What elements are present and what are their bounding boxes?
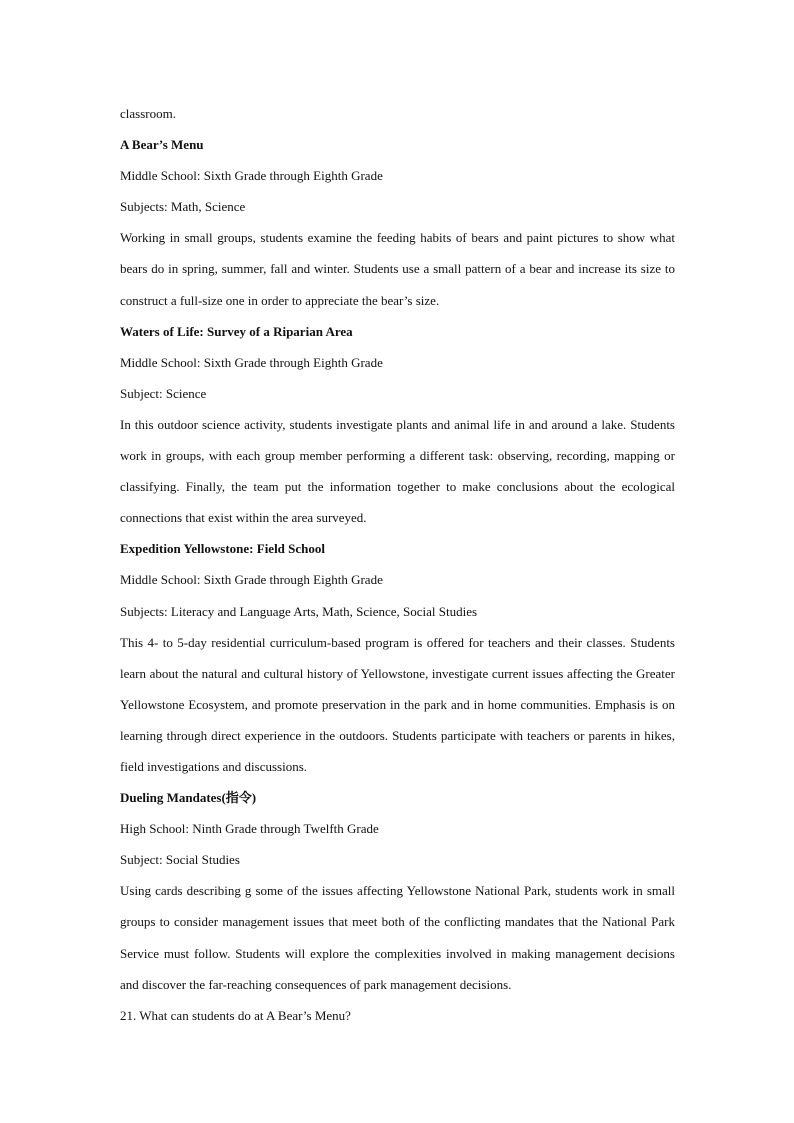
- section-title: Waters of Life: Survey of a Riparian Area: [120, 323, 353, 339]
- section-level: Middle School: Sixth Grade through Eighth Grade: [120, 572, 383, 588]
- question-21: 21. What can students do at A Bear’s Menu?: [120, 1007, 351, 1023]
- section-title: Dueling Mandates(指令): [120, 790, 257, 806]
- section-dueling-mandates: [120, 782, 675, 1000]
- document-page: [120, 98, 675, 1031]
- section-subjects: Subject: Science: [120, 385, 207, 401]
- section-title: Expedition Yellowstone: Field School: [120, 541, 326, 557]
- section-subjects: Subjects: Math, Science: [120, 199, 246, 215]
- section-description: Working in small groups, students examine the feeding habits of bears and paint pictures to show what bears do in spring, summer, fall and winter. Students use a small pattern of a bear and increase its size to construct a full-size one in order to appreciate the bear’s size.: [120, 230, 675, 308]
- section-level: Middle School: Sixth Grade through Eighth Grade: [120, 354, 383, 370]
- section-subjects: Subject: Social Studies: [120, 852, 240, 868]
- intro-tail: classroom.: [120, 106, 176, 121]
- section-subjects: Subjects: Literacy and Language Arts, Math, Science, Social Studies: [120, 603, 478, 619]
- section-description: In this outdoor science activity, students investigate plants and animal life in and around a lake. Students work in groups, with each group member performing a different task: observing, recording, mapping or classifying. Finally, the team put the information together to make conclusions about the ecological connections that exist within the area surveyed.: [120, 416, 675, 526]
- section-title: A Bear’s Menu: [120, 137, 204, 153]
- section-description: Using cards describing g some of the issues affecting Yellowstone National Park, students work in small groups to consider management issues that meet both of the conflicting mandates that the National Park Service must follow. Students will explore the complexities involved in making management decisions and discover the far-reaching consequences of park management decisions.: [120, 883, 675, 992]
- section-waters-of-life: [120, 316, 675, 534]
- section-level: High School: Ninth Grade through Twelfth Grade: [120, 821, 379, 837]
- section-level: Middle School: Sixth Grade through Eighth Grade: [120, 168, 383, 184]
- section-expedition-yellowstone: [120, 533, 675, 782]
- section-bears-menu: [120, 129, 675, 316]
- section-description: This 4- to 5-day residential curriculum-based program is offered for teachers and their classes. Students learn about the natural and cultural history of Yellowstone, investigate current issues affecting the Greater Yellowstone Ecosystem, and promote preservation in the park and in home communities. Emphasis is on learning through direct experience in the outdoors. Students participate with teachers or parents in hikes, field investigations and discussions.: [120, 634, 675, 774]
